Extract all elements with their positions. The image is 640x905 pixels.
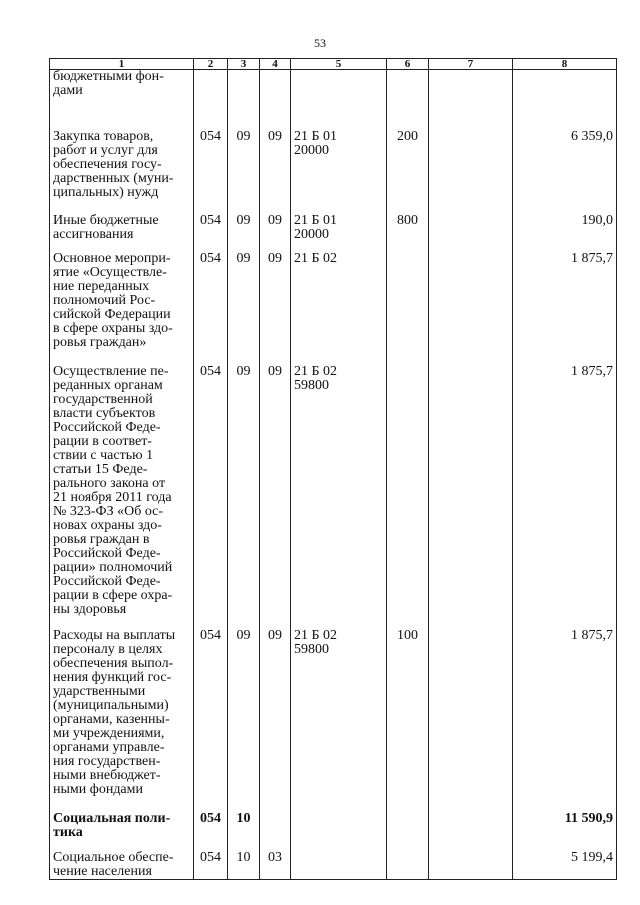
amount-cell: 190,0 (513, 214, 617, 252)
column-7-cell (429, 812, 513, 851)
expense-type-cell (387, 851, 429, 880)
column-7-cell (429, 130, 513, 214)
target-article-cell (291, 851, 387, 880)
subsection-cell (260, 812, 291, 851)
section-cell: 09 (228, 130, 260, 214)
target-article-cell: 21 Б 02 (291, 252, 387, 365)
table-row (50, 365, 617, 629)
subsection-cell: 09 (260, 130, 291, 214)
ministry-code-cell: 054 (194, 851, 228, 880)
row-name-cell: Основное меропри- ятие «Осуществле- ние переданных полномочий Рос- сийской Федерации в сфере охраны здо- ровья граждан» (50, 252, 194, 365)
ministry-code-cell: 054 (194, 214, 228, 252)
table-row (50, 252, 617, 365)
subsection-cell: 09 (260, 629, 291, 812)
expense-type-cell: 200 (387, 130, 429, 214)
table-row (50, 70, 617, 131)
column-header: 5 (291, 59, 387, 70)
column-7-cell (429, 365, 513, 629)
row-name-cell: Закупка товаров, работ и услуг для обеспечения госу- дарственных (муни- ципальных) нужд (50, 130, 194, 214)
amount-cell: 1 875,7 (513, 365, 617, 629)
section-cell: 09 (228, 252, 260, 365)
table-row (50, 812, 617, 851)
target-article-cell (291, 70, 387, 131)
column-7-cell (429, 214, 513, 252)
target-article-cell: 21 Б 01 20000 (291, 130, 387, 214)
table-row (50, 629, 617, 812)
target-article-cell: 21 Б 02 59800 (291, 365, 387, 629)
section-cell: 09 (228, 365, 260, 629)
column-7-cell (429, 70, 513, 131)
section-cell: 09 (228, 214, 260, 252)
subsection-cell: 03 (260, 851, 291, 880)
ministry-code-cell: 054 (194, 812, 228, 851)
subsection-cell: 09 (260, 365, 291, 629)
amount-cell: 1 875,7 (513, 252, 617, 365)
amount-cell (513, 70, 617, 131)
subsection-cell (260, 70, 291, 131)
row-name-cell: Иные бюджетные ассигнования (50, 214, 194, 252)
column-header: 2 (194, 59, 228, 70)
table-body (50, 70, 617, 880)
subsection-cell: 09 (260, 252, 291, 365)
column-header: 3 (228, 59, 260, 70)
ministry-code-cell: 054 (194, 365, 228, 629)
expense-type-cell (387, 365, 429, 629)
expense-type-cell: 800 (387, 214, 429, 252)
section-cell: 10 (228, 812, 260, 851)
row-name-cell: Социальная поли- тика (50, 812, 194, 851)
target-article-cell: 21 Б 02 59800 (291, 629, 387, 812)
column-7-cell (429, 629, 513, 812)
amount-cell: 11 590,9 (513, 812, 617, 851)
subsection-cell: 09 (260, 214, 291, 252)
ministry-code-cell: 054 (194, 629, 228, 812)
ministry-code-cell: 054 (194, 252, 228, 365)
row-name-cell: Социальное обеспе- чение населения (50, 851, 194, 880)
section-cell: 10 (228, 851, 260, 880)
column-header: 6 (387, 59, 429, 70)
table-row (50, 130, 617, 214)
table-row (50, 214, 617, 252)
budget-table (49, 58, 617, 880)
column-header: 8 (513, 59, 617, 70)
ministry-code-cell: 054 (194, 130, 228, 214)
ministry-code-cell (194, 70, 228, 131)
table-row (50, 851, 617, 880)
expense-type-cell (387, 70, 429, 131)
page-number: 53 (314, 36, 326, 50)
expense-type-cell (387, 252, 429, 365)
expense-type-cell (387, 812, 429, 851)
target-article-cell: 21 Б 01 20000 (291, 214, 387, 252)
column-7-cell (429, 851, 513, 880)
column-header: 7 (429, 59, 513, 70)
expense-type-cell: 100 (387, 629, 429, 812)
column-7-cell (429, 252, 513, 365)
section-cell (228, 70, 260, 131)
amount-cell: 6 359,0 (513, 130, 617, 214)
row-name-cell: бюджетными фон- дами (50, 70, 194, 131)
amount-cell: 1 875,7 (513, 629, 617, 812)
section-cell: 09 (228, 629, 260, 812)
column-number-header-row (50, 59, 617, 70)
column-header: 1 (50, 59, 194, 70)
column-header: 4 (260, 59, 291, 70)
row-name-cell: Расходы на выплаты персоналу в целях обеспечения выпол- нения функций гос- ударственными (муниципальными) органами, казенны- ми учреждениями, органами управле- ния государствен- ными внебюджет- ными фондами (50, 629, 194, 812)
amount-cell: 5 199,4 (513, 851, 617, 880)
row-name-cell: Осуществление пе- реданных органам государственной власти субъектов Российской Феде- рации в соответ- ствии с частью 1 статьи 15 Феде- рального закона от 21 ноября 2011 года № 323-ФЗ «Об ос- новах охраны здо- ровья граждан в Российской Феде- рации» полномочий Российской Феде- рации в сфере охра- ны здоровья (50, 365, 194, 629)
target-article-cell (291, 812, 387, 851)
